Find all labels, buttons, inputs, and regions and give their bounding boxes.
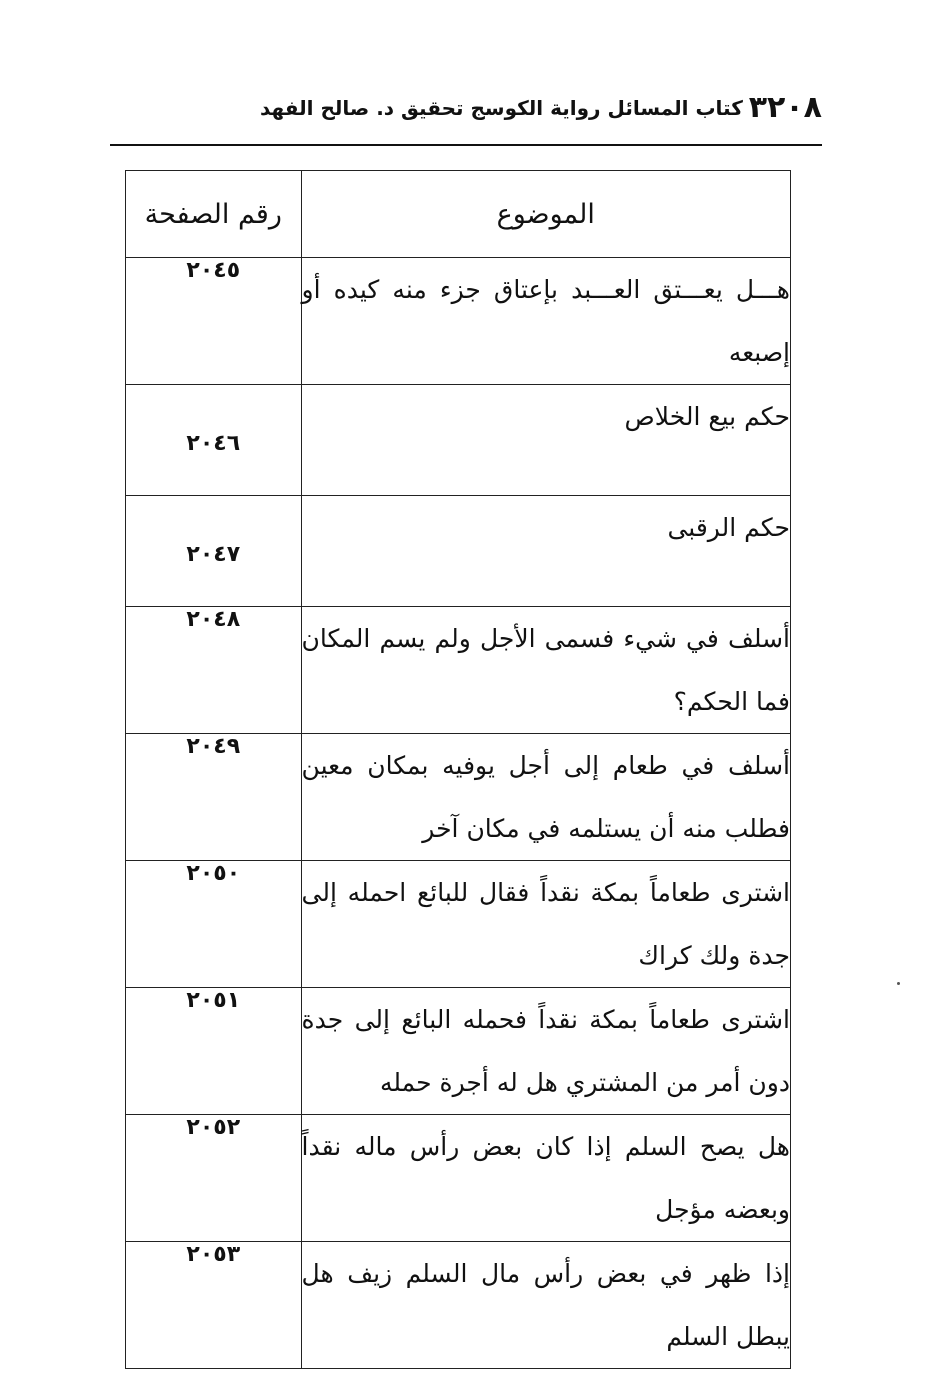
page-cell: ٢٠٤٨ — [126, 607, 302, 734]
page-cell: ٢٠٤٧ — [126, 496, 302, 607]
table-row — [126, 861, 791, 988]
subject-cell: أسلف في طعام إلى أجل يوفيه بمكان معين فطلب منه أن يستلمه في مكان آخر — [301, 734, 790, 861]
subject-cell: اشترى طعاماً بمكة نقداً فقال للبائع احمله إلى جدة ولك كراك — [301, 861, 790, 988]
subject-cell: إذا ظهر في بعض رأس مال السلم زيف هل يبطل السلم — [301, 1242, 790, 1369]
page-cell: ٢٠٤٩ — [126, 734, 302, 861]
running-title: كتاب المسائل رواية الكوسج تحقيق د. صالح الفهد — [260, 96, 743, 120]
table-row — [126, 1242, 791, 1369]
table-row — [126, 258, 791, 385]
table-row — [126, 1115, 791, 1242]
subject-cell: هـــل يعـــتق العـــبد بإعتاق جزء منه كيده أو إصبعه — [301, 258, 790, 385]
page-header — [110, 86, 822, 146]
table-row — [126, 385, 791, 496]
page-cell: ٢٠٤٦ — [126, 385, 302, 496]
table-row — [126, 734, 791, 861]
scan-speck — [897, 982, 900, 985]
table-row — [126, 988, 791, 1115]
subject-cell: هل يصح السلم إذا كان بعض رأس ماله نقداً وبعضه مؤجل — [301, 1115, 790, 1242]
contents-table — [125, 170, 791, 1369]
page-cell: ٢٠٥٢ — [126, 1115, 302, 1242]
page-cell: ٢٠٥٣ — [126, 1242, 302, 1369]
column-header-subject: الموضوع — [301, 171, 790, 258]
table-row — [126, 607, 791, 734]
page-cell: ٢٠٤٥ — [126, 258, 302, 385]
table-header-row — [126, 171, 791, 258]
subject-cell: اشترى طعاماً بمكة نقداً فحمله البائع إلى جدة دون أمر من المشتري هل له أجرة حمله — [301, 988, 790, 1115]
subject-cell: حكم بيع الخلاص — [301, 385, 790, 496]
page-number: ٣٢٠٨ — [748, 90, 822, 125]
subject-cell: أسلف في شيء فسمى الأجل ولم يسم المكان فما الحكم؟ — [301, 607, 790, 734]
subject-cell: حكم الرقبى — [301, 496, 790, 607]
table-row — [126, 496, 791, 607]
column-header-page: رقم الصفحة — [126, 171, 302, 258]
page-cell: ٢٠٥١ — [126, 988, 302, 1115]
page-cell: ٢٠٥٠ — [126, 861, 302, 988]
